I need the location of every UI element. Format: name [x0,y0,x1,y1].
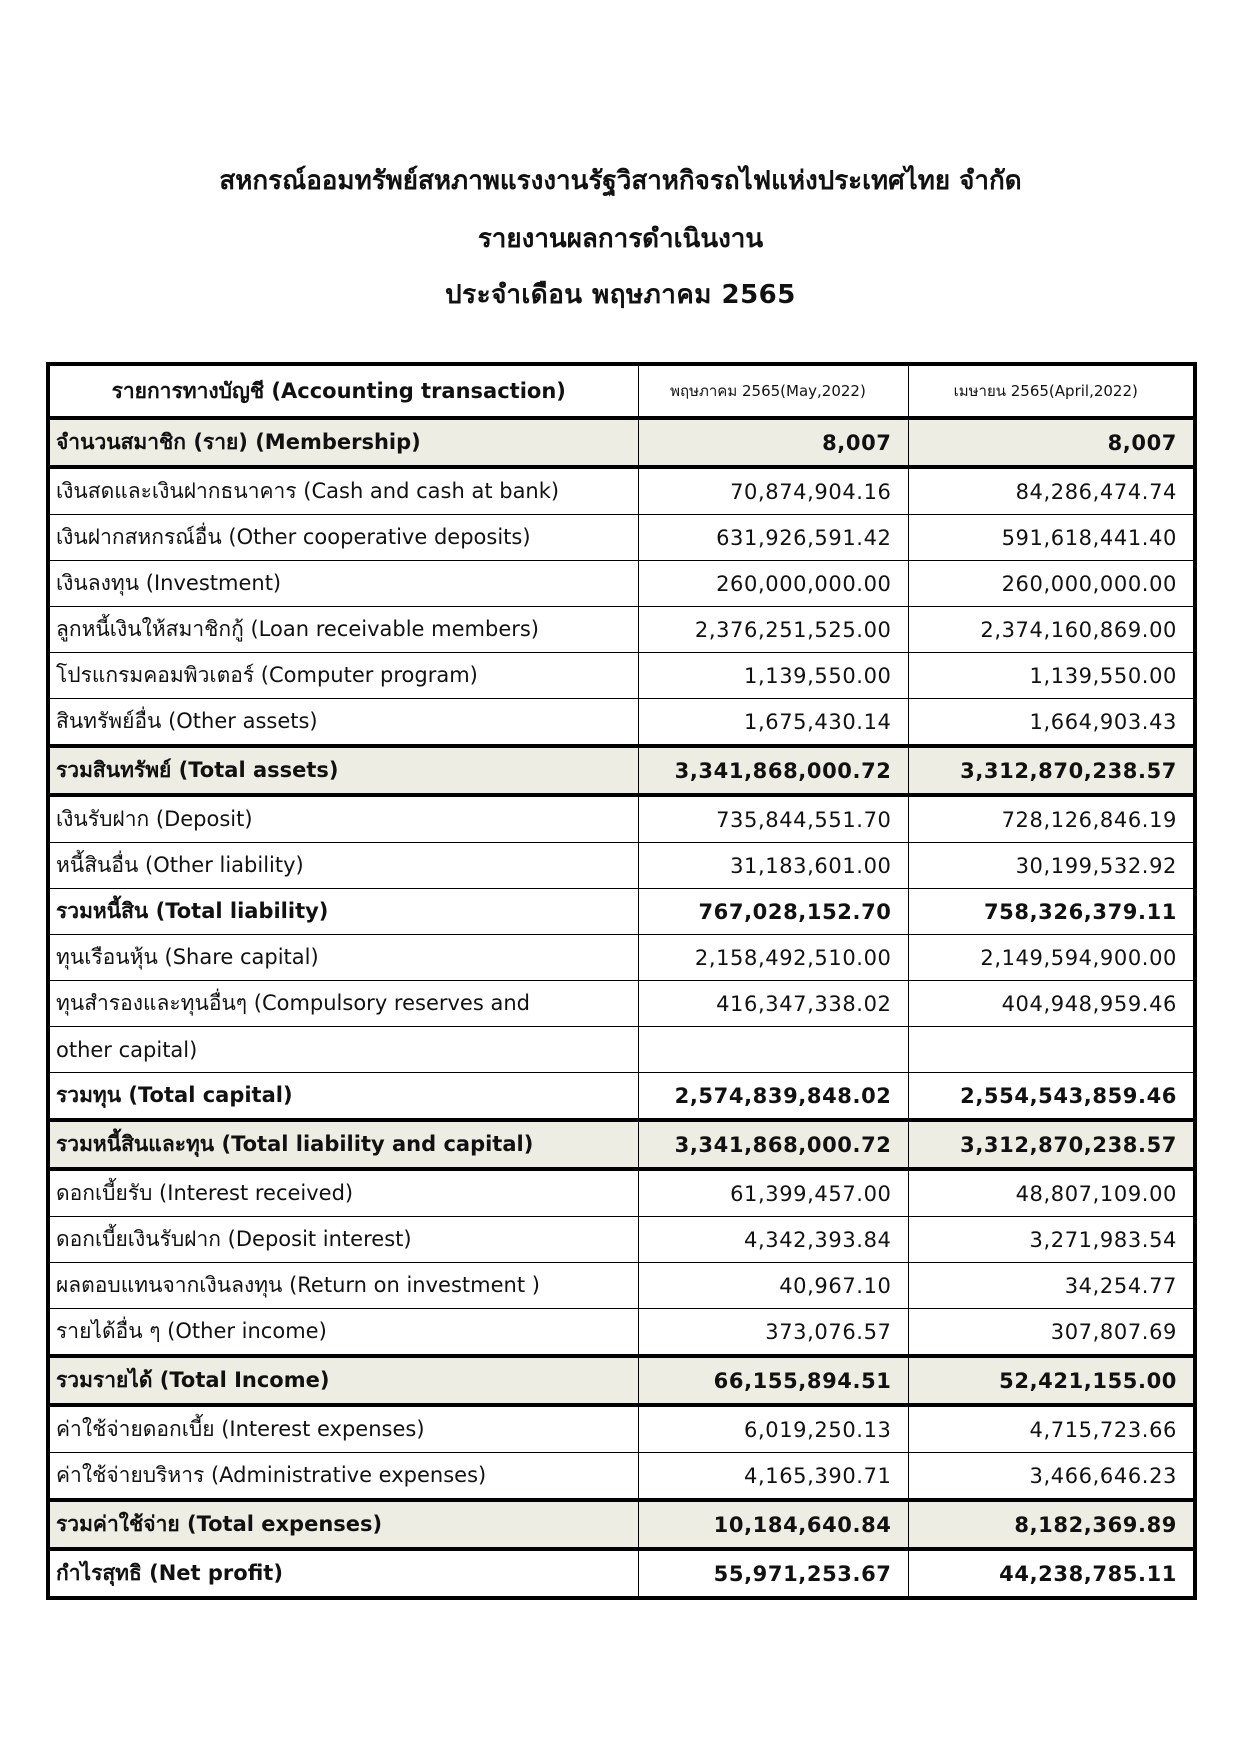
row-label: เงินลงทุน (Investment) [48,561,638,607]
table-row [48,935,1195,981]
row-previous-value: 52,421,155.00 [908,1356,1195,1405]
row-previous-value: 8,182,369.89 [908,1500,1195,1549]
report-period: ประจำเดือน พฤษภาคม 2565 [445,280,796,310]
row-previous-value: 2,374,160,869.00 [908,607,1195,653]
row-previous-value: 48,807,109.00 [908,1169,1195,1217]
table-row [48,795,1195,843]
row-current-value: 4,342,393.84 [638,1217,908,1263]
row-label: รวมสินทรัพย์ (Total assets) [48,746,638,795]
row-current-value: 40,967.10 [638,1263,908,1309]
table-row-total-expenses [48,1500,1195,1549]
table-row [48,1309,1195,1357]
table-row [48,653,1195,699]
row-previous-value: 34,254.77 [908,1263,1195,1309]
row-label: สินทรัพย์อื่น (Other assets) [48,699,638,747]
row-previous-value: 3,466,646.23 [908,1453,1195,1501]
row-current-value: 767,028,152.70 [638,889,908,935]
row-current-value: 2,376,251,525.00 [638,607,908,653]
row-current-value: 4,165,390.71 [638,1453,908,1501]
row-previous-value: 2,149,594,900.00 [908,935,1195,981]
row-current-value: 61,399,457.00 [638,1169,908,1217]
table-row [48,515,1195,561]
row-previous-value: 758,326,379.11 [908,889,1195,935]
row-current-value: 10,184,640.84 [638,1500,908,1549]
header-previous-month: เมษายน 2565(April,2022) [908,364,1195,418]
row-current-value: 6,019,250.13 [638,1405,908,1453]
row-current-value: 66,155,894.51 [638,1356,908,1405]
row-current-value: 735,844,551.70 [638,795,908,843]
row-label: รวมรายได้ (Total Income) [48,1356,638,1405]
row-current-value: 3,341,868,000.72 [638,1120,908,1169]
row-current-value: 373,076.57 [638,1309,908,1357]
row-label: รวมหนี้สิน (Total liability) [48,889,638,935]
table-row [48,843,1195,889]
table-row [48,1169,1195,1217]
financial-report-table [46,362,1197,1600]
row-label: other capital) [48,1027,638,1073]
header-current-month: พฤษภาคม 2565(May,2022) [638,364,908,418]
row-label: เงินรับฝาก (Deposit) [48,795,638,843]
row-previous-value: 3,312,870,238.57 [908,1120,1195,1169]
table-row [48,699,1195,747]
row-previous-value: 404,948,959.46 [908,981,1195,1027]
table-row-membership [48,418,1195,467]
row-current-value: 31,183,601.00 [638,843,908,889]
table-row-total-liability [48,889,1195,935]
row-label: รายได้อื่น ๆ (Other income) [48,1309,638,1357]
row-label: เงินสดและเงินฝากธนาคาร (Cash and cash at bank) [48,467,638,515]
table-row [48,1263,1195,1309]
row-label: ค่าใช้จ่ายบริหาร (Administrative expenses) [48,1453,638,1501]
row-label: โปรแกรมคอมพิวเตอร์ (Computer program) [48,653,638,699]
table-row [48,1405,1195,1453]
table-row [48,467,1195,515]
row-label: ดอกเบี้ยเงินรับฝาก (Deposit interest) [48,1217,638,1263]
row-current-value: 3,341,868,000.72 [638,746,908,795]
table-row [48,561,1195,607]
row-label: ทุนสำรองและทุนอื่นๆ (Compulsory reserves and [48,981,638,1027]
organization-title: สหกรณ์ออมทรัพย์สหภาพแรงงานรัฐวิสาหกิจรถไฟแห่งประเทศไทย จำกัด [219,166,1022,196]
table-row-total-capital [48,1073,1195,1121]
header-accounting-transaction: รายการทางบัญชี (Accounting transaction) [48,364,638,418]
table-row [48,607,1195,653]
table-row-total-assets [48,746,1195,795]
row-previous-value: 3,271,983.54 [908,1217,1195,1263]
row-label: รวมทุน (Total capital) [48,1073,638,1121]
table-row-total-liability-and-capital [48,1120,1195,1169]
row-label: ลูกหนี้เงินให้สมาชิกกู้ (Loan receivable members) [48,607,638,653]
row-previous-value: 84,286,474.74 [908,467,1195,515]
row-current-value: 416,347,338.02 [638,981,908,1027]
row-label: จำนวนสมาชิก (ราย) (Membership) [48,418,638,467]
row-previous-value: 30,199,532.92 [908,843,1195,889]
row-label: เงินฝากสหกรณ์อื่น (Other cooperative deposits) [48,515,638,561]
report-title: รายงานผลการดำเนินงาน [477,224,764,254]
row-previous-value: 307,807.69 [908,1309,1195,1357]
table-row [48,1217,1195,1263]
row-previous-value: 4,715,723.66 [908,1405,1195,1453]
table-row [48,981,1195,1027]
row-previous-value: 2,554,543,859.46 [908,1073,1195,1121]
row-label: กำไรสุทธิ (Net profit) [48,1549,638,1598]
row-label: รวมหนี้สินและทุน (Total liability and capital) [48,1120,638,1169]
row-current-value: 260,000,000.00 [638,561,908,607]
row-current-value: 1,675,430.14 [638,699,908,747]
row-previous-value: 591,618,441.40 [908,515,1195,561]
row-label: ดอกเบี้ยรับ (Interest received) [48,1169,638,1217]
row-previous-value: 8,007 [908,418,1195,467]
row-previous-value: 44,238,785.11 [908,1549,1195,1598]
row-label: หนี้สินอื่น (Other liability) [48,843,638,889]
table-row [48,1027,1195,1073]
row-previous-value: 3,312,870,238.57 [908,746,1195,795]
row-current-value: 2,574,839,848.02 [638,1073,908,1121]
table-row [48,1453,1195,1501]
row-previous-value: 728,126,846.19 [908,795,1195,843]
row-previous-value: 1,664,903.43 [908,699,1195,747]
row-current-value: 70,874,904.16 [638,467,908,515]
row-current-value: 2,158,492,510.00 [638,935,908,981]
row-previous-value: 260,000,000.00 [908,561,1195,607]
row-label: ทุนเรือนหุ้น (Share capital) [48,935,638,981]
row-label: ผลตอบแทนจากเงินลงทุน (Return on investment ) [48,1263,638,1309]
row-current-value: 1,139,550.00 [638,653,908,699]
row-label: ค่าใช้จ่ายดอกเบี้ย (Interest expenses) [48,1405,638,1453]
row-previous-value [908,1027,1195,1073]
row-current-value: 55,971,253.67 [638,1549,908,1598]
row-label: รวมค่าใช้จ่าย (Total expenses) [48,1500,638,1549]
table-row-net-profit [48,1549,1195,1598]
table-row-total-income [48,1356,1195,1405]
row-current-value: 631,926,591.42 [638,515,908,561]
row-current-value: 8,007 [638,418,908,467]
row-previous-value: 1,139,550.00 [908,653,1195,699]
table-header-row [48,364,1195,418]
row-current-value [638,1027,908,1073]
